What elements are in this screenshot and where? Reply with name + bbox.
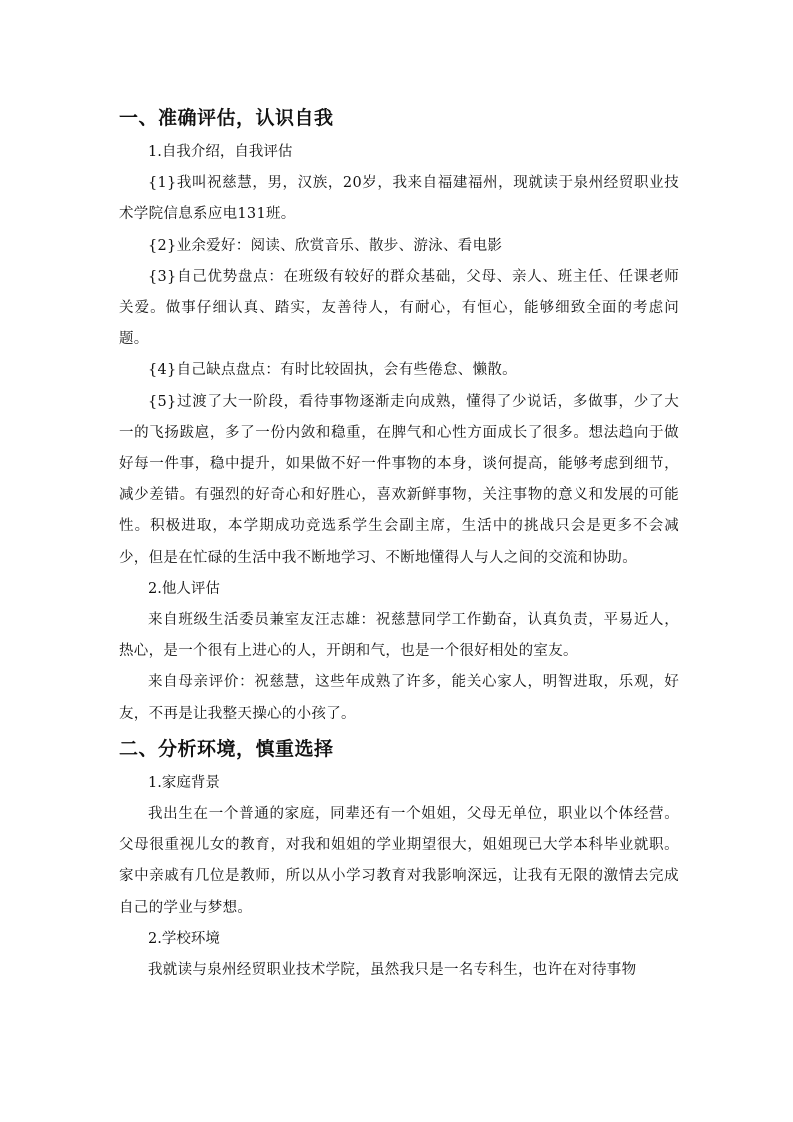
paragraph-roommate-evaluation: 来自班级生活委员兼室友汪志雄：祝慈慧同学工作勤奋，认真负责，平易近人，热心，是一个很有上进心的人，开朗和气，也是一个很好相处的室友。 bbox=[119, 612, 679, 660]
section-heading-self-assessment: 一、准确评估，认识自我 bbox=[119, 107, 334, 129]
paragraph-strengths: {3}自己优势盘点：在班级有较好的群众基础，父母、亲人、班主任、任课老师关爱。做事仔细认真、踏实，友善待人，有耐心，有恒心，能够细致全面的考虑问题。 bbox=[119, 268, 679, 348]
paragraph-mother-evaluation: 来自母亲评价：祝慈慧，这些年成熟了许多，能关心家人，明智进取，乐观，好友，不再是让我整天操心的小孩了。 bbox=[119, 674, 679, 722]
paragraph-weaknesses: {4}自己缺点盘点：有时比较固执，会有些倦怠、懒散。 bbox=[148, 362, 517, 379]
subheading-others-evaluation: 2.他人评估 bbox=[148, 580, 220, 597]
paragraph-school: 我就读与泉州经贸职业技术学院，虽然我只是一名专科生，也许在对待事物 bbox=[148, 962, 637, 979]
paragraph-hobbies: {2}业余爱好：阅读、欣赏音乐、散步、游泳、看电影 bbox=[148, 237, 503, 254]
section-heading-environment: 二、分析环境，慎重选择 bbox=[119, 737, 334, 760]
paragraph-growth: {5}过渡了大一阶段，看待事物逐渐走向成熟，懂得了少说话，多做事，少了大一的飞扬跋扈，多了一份内敛和稳重，在脾气和心性方面成长了很多。想法趋向于做好每一件事，稳中提升，如果做不好一件事物的本身，谈何提高，能够考虑到细节，减少差错。有强烈的好奇心和好胜心，喜欢新鲜事物，关注事物的意义和发展的可能性。积极进取，本学期成功竞选系学生会副主席，生活中的挑战只会是更多不会减少，但是在忙碌的生活中我不断地学习、不断地懂得人与人之间的交流和协助。 bbox=[119, 393, 679, 566]
document-body bbox=[119, 99, 679, 986]
subheading-family-background: 1.家庭背景 bbox=[148, 774, 220, 791]
paragraph-family: 我出生在一个普通的家庭，同辈还有一个姐姐，父母无单位，职业以个体经营。父母很重视儿女的教育，对我和姐姐的学业期望很大，姐姐现已大学本科毕业就职。家中亲戚有几位是教师，所以从小学习教育对我影响深远，让我有无限的激情去完成自己的学业与梦想。 bbox=[119, 806, 679, 916]
paragraph-basic-info: {1}我叫祝慈慧，男，汉族，20岁，我来自福建福州，现就读于泉州经贸职业技术学院信息系应电131班。 bbox=[119, 175, 679, 223]
subheading-self-introduction: 1.自我介绍，自我评估 bbox=[148, 144, 293, 160]
subheading-school-environment: 2.学校环境 bbox=[148, 930, 220, 947]
